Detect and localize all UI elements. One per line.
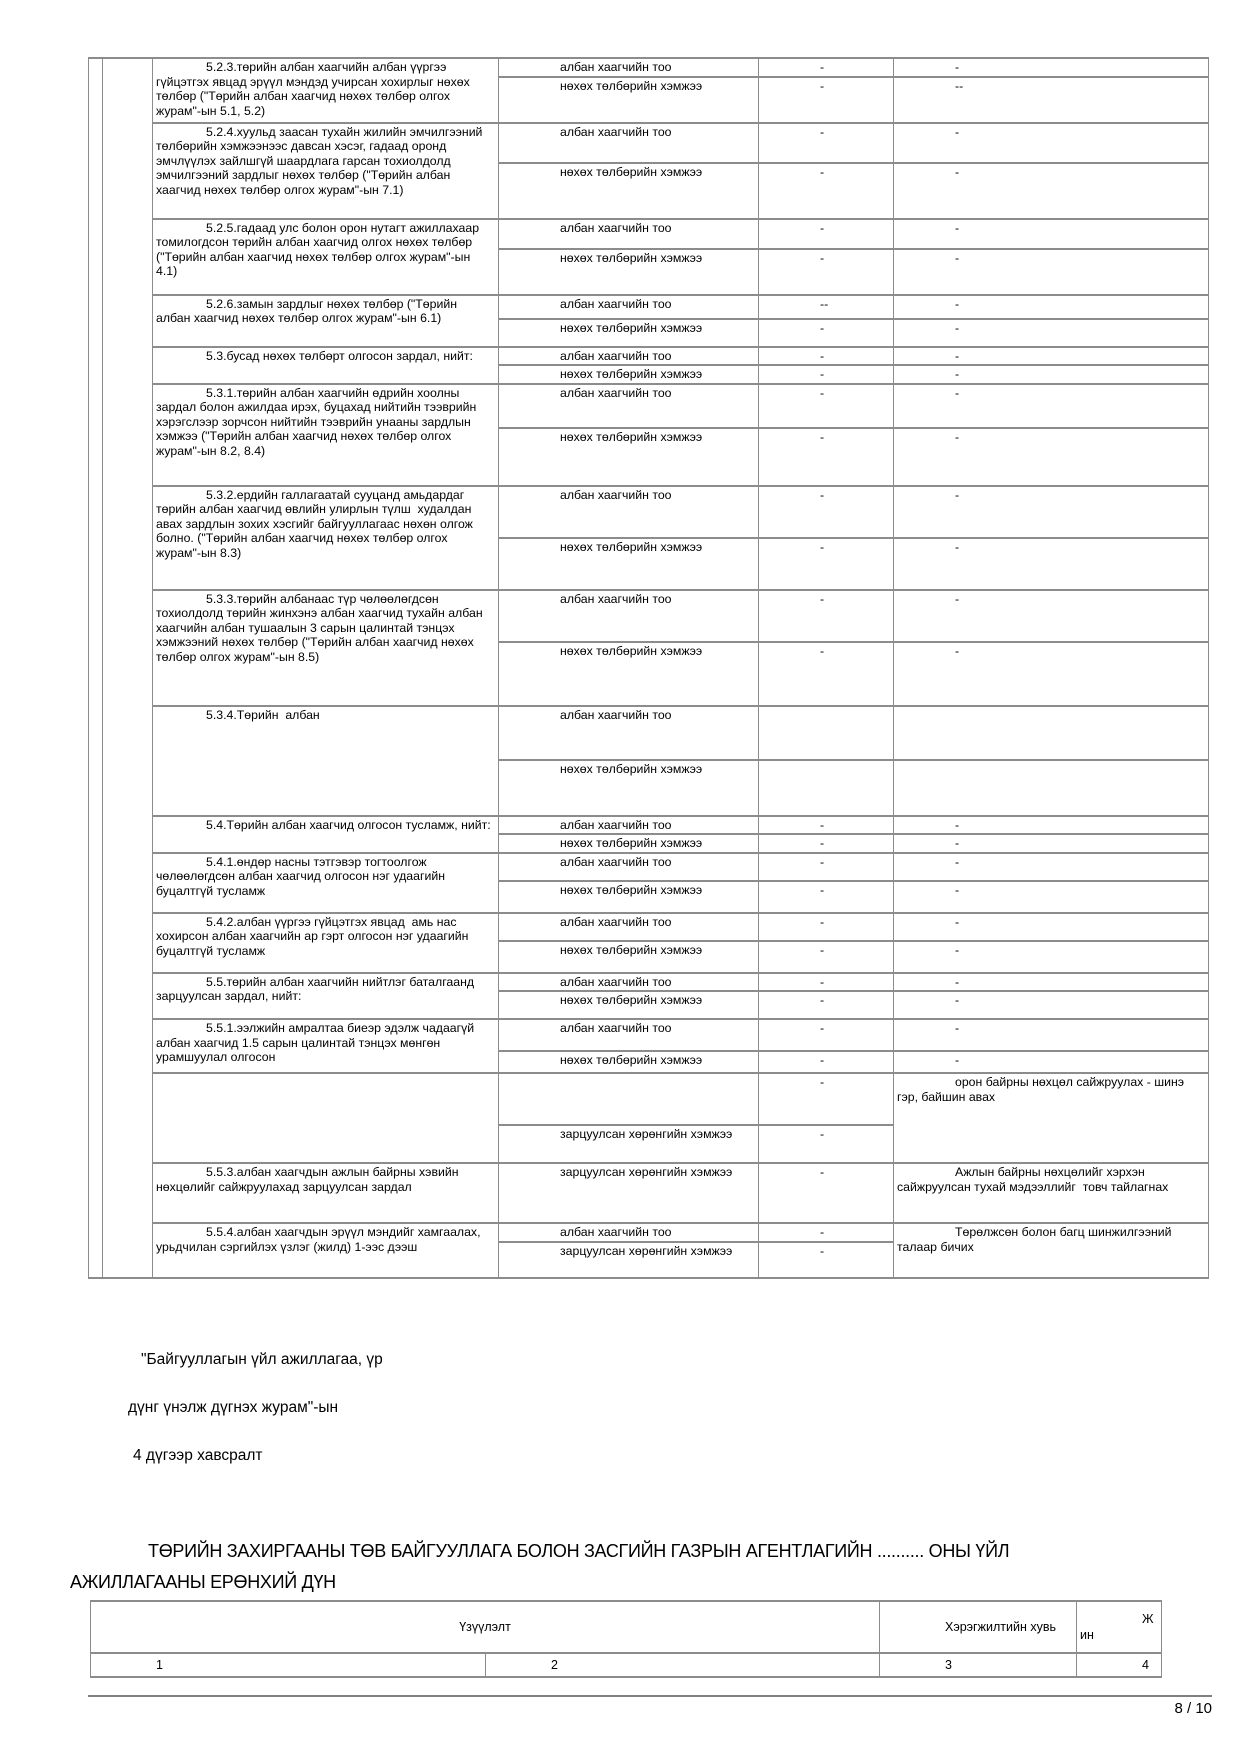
count-value: -	[759, 219, 894, 249]
count-value: -	[759, 941, 894, 973]
row-description: 5.5.1.ээлжийн амралтаа биеэр эдэлж чадаагүй албан хаагчид 1.5 сарын цалинтай тэнцэх мөнгөн урамшуулал олгосон	[153, 1019, 499, 1073]
numbering-column	[102, 57, 152, 1279]
appendix-note-line-2: дүнг үнэлж дүгнэх журам"-ын	[128, 1399, 339, 1416]
count-value: -	[759, 881, 894, 913]
metric-label: нөхөх төлбөрийн хэмжээ	[499, 834, 759, 853]
count-value: -	[759, 486, 894, 538]
row-description: 5.2.3.төрийн албан хаагчийн албан үүргээ гүйцэтгэх явцад эрүүл мэндэд учирсан хохирлыг нөхөх төлбөр ("Төрийн албан хаагчид нөхөх төлбөр олгох журам"-ын 5.1, 5.2)	[153, 58, 499, 123]
amount-value: -	[894, 384, 1209, 428]
row-description: 5.4.2.албан үүргээ гүйцэтгэх явцад амь нас хохирсон албан хаагчийн ар гэрт олгосон нэг удаагийн буцалтгүй тусламж	[153, 913, 499, 973]
row-description	[153, 1073, 499, 1163]
amount-value: -	[894, 1019, 1209, 1051]
amount-value: -	[894, 538, 1209, 590]
amount-value: -	[894, 881, 1209, 913]
note-cell: Төрөлжсөн болон багц шинжилгээний талаар бичих	[894, 1223, 1209, 1278]
metric-label: албан хаагчийн тоо	[499, 816, 759, 835]
count-value: -	[759, 1073, 894, 1125]
note-cell: Ажлын байрны нөхцөлийг хэрхэн сайжруулсан тухай мэдээллийг товч тайлагнах	[894, 1163, 1209, 1223]
metric-label: албан хаагчийн тоо	[499, 1223, 759, 1242]
summary-table	[90, 1600, 1162, 1678]
count-value: -	[759, 1163, 894, 1223]
column-number-2: 2	[486, 1653, 880, 1677]
metric-label: нөхөх төлбөрийн хэмжээ	[499, 249, 759, 295]
amount-value: -	[894, 973, 1209, 992]
appendix-note-line-1: "Байгууллагын үйл ажиллагаа, үр	[141, 1351, 383, 1368]
metric-label: албан хаагчийн тоо	[499, 384, 759, 428]
metric-label: нөхөх төлбөрийн хэмжээ	[499, 163, 759, 219]
amount-value: -	[894, 1051, 1209, 1073]
row-description: 5.5.4.албан хаагчдын эрүүл мэндийг хамгаалах, урьдчилан сэргийлэх үзлэг (жилд) 1-ээс дээш	[153, 1223, 499, 1278]
amount-value: -	[894, 913, 1209, 941]
column-number-1: 1	[91, 1653, 486, 1677]
amount-value: -	[894, 853, 1209, 881]
row-description: 5.2.4.хуульд заасан тухайн жилийн эмчилгээний төлбөрийн хэмжээнээс давсан хэсэг, гадаад оронд эмчлүүлэх зайлшгүй шаардлага гарсан тохиолдолд эмчилгээний зардлыг нөхөх төлбөр ("Төрийн албан хаагчид нөхөх төлбөр олгох журам"-ын 7.1)	[153, 123, 499, 219]
count-value: -	[759, 365, 894, 384]
metric-label: нөхөх төлбөрийн хэмжээ	[499, 881, 759, 913]
count-value: -	[759, 1051, 894, 1073]
row-description: 5.3.1.төрийн албан хаагчийн өдрийн хоолны зардал болон ажилдаа ирэх, буцахад нийтийн тээврийн хэрэгслээр зорчсон нийтийн тээврийн унааны зардлын хэмжээ ("Төрийн албан хаагчид нөхөх төлбөр олгох журам"-ын 8.2, 8.4)	[153, 384, 499, 486]
metric-label: нөхөх төлбөрийн хэмжээ	[499, 77, 759, 123]
metric-label: албан хаагчийн тоо	[499, 1019, 759, 1051]
row-description: 5.4.1.өндөр насны тэтгэвэр тогтоолгож чөлөөлөгдсөн албан хаагчид олгосон нэг удаагийн буцалтгүй тусламж	[153, 853, 499, 913]
amount-value: -	[894, 219, 1209, 249]
count-value: -	[759, 428, 894, 486]
row-description: 5.2.6.замын зардлыг нөхөх төлбөр ("Төрийн албан хаагчид нөхөх төлбөр олгох журам"-ын 6.1)	[153, 295, 499, 347]
count-value	[759, 760, 894, 816]
count-value: -	[759, 77, 894, 123]
metric-label: нөхөх төлбөрийн хэмжээ	[499, 428, 759, 486]
count-value: --	[759, 295, 894, 319]
amount-value: -	[894, 347, 1209, 366]
compensation-table	[152, 57, 1209, 1279]
count-value: -	[759, 384, 894, 428]
metric-label: нөхөх төлбөрийн хэмжээ	[499, 941, 759, 973]
count-value	[759, 706, 894, 760]
row-description: 5.5.3.албан хаагчдын ажлын байрны хэвийн нөхцөлийг сайжруулахад зарцуулсан зардал	[153, 1163, 499, 1223]
column-number-3: 3	[880, 1653, 1077, 1677]
metric-label: албан хаагчийн тоо	[499, 58, 759, 77]
count-value: -	[759, 163, 894, 219]
amount-value: -	[894, 941, 1209, 973]
note-cell: орон байрны нөхцөл сайжруулах - шинэ гэр, байшин авах	[894, 1073, 1209, 1163]
count-value: -	[759, 1223, 894, 1242]
row-description: 5.2.5.гадаад улс болон орон нутагт ажиллахаар томилогдсон төрийн албан хаагчид олгох нөхөх төлбөр ("Төрийн албан хаагчид нөхөх төлбөр олгох журам"-ын 4.1)	[153, 219, 499, 295]
count-value: -	[759, 913, 894, 941]
metric-label	[499, 1073, 759, 1125]
metric-label: нөхөх төлбөрийн хэмжээ	[499, 365, 759, 384]
row-description: 5.3.4.Төрийн албан	[153, 706, 499, 816]
metric-label: нөхөх төлбөрийн хэмжээ	[499, 319, 759, 347]
amount-value: -	[894, 816, 1209, 835]
appendix-note-line-3: 4 дүгээр хавсралт	[133, 1447, 263, 1464]
amount-value: -	[894, 365, 1209, 384]
count-value: -	[759, 538, 894, 590]
metric-label: албан хаагчийн тоо	[499, 853, 759, 881]
metric-label: албан хаагчийн тоо	[499, 295, 759, 319]
metric-label: албан хаагчийн тоо	[499, 123, 759, 163]
left-margin-column	[88, 57, 102, 1279]
indicator-header-cell: Үзүүлэлт	[91, 1601, 880, 1653]
amount-value: -	[894, 58, 1209, 77]
metric-label: нөхөх төлбөрийн хэмжээ	[499, 642, 759, 706]
metric-label: албан хаагчийн тоо	[499, 973, 759, 992]
row-description: 5.3.3.төрийн албанаас түр чөлөөлөгдсөн тохиолдолд төрийн жинхэнэ албан хаагчид тухайн албан хаагчийн албан тушаалын 3 сарын цалинтай тэнцэх хэмжээний нөхөх төлбөр ("Төрийн албан хаагчид нөхөх төлбөр олгох журам"-ын 8.5)	[153, 590, 499, 706]
amount-value: -	[894, 834, 1209, 853]
count-value: -	[759, 58, 894, 77]
amount-value: -	[894, 249, 1209, 295]
amount-value: -	[894, 590, 1209, 642]
amount-value: -	[894, 319, 1209, 347]
metric-label: нөхөх төлбөрийн хэмжээ	[499, 991, 759, 1019]
metric-label: албан хаагчийн тоо	[499, 486, 759, 538]
amount-value: -	[894, 991, 1209, 1019]
row-description: 5.5.төрийн албан хаагчийн нийтлэг баталгаанд зарцуулсан зардал, нийт:	[153, 973, 499, 1020]
count-value: -	[759, 123, 894, 163]
count-value: -	[759, 319, 894, 347]
metric-label: албан хаагчийн тоо	[499, 347, 759, 366]
weight-header-cell: Ж ин	[1077, 1601, 1162, 1653]
amount-value	[894, 760, 1209, 816]
page-number: 8 / 10	[1174, 1700, 1212, 1717]
appendix-note	[128, 1350, 588, 1494]
amount-value: -	[894, 486, 1209, 538]
count-value: -	[759, 642, 894, 706]
amount-value: -	[894, 428, 1209, 486]
count-value: -	[759, 1125, 894, 1163]
amount-value: -	[894, 642, 1209, 706]
amount-value: -	[894, 163, 1209, 219]
amount-value: -	[894, 123, 1209, 163]
metric-label: зарцуулсан хөрөнгийн хэмжээ	[499, 1242, 759, 1278]
count-value: -	[759, 816, 894, 835]
count-value: -	[759, 1019, 894, 1051]
amount-value: -	[894, 295, 1209, 319]
main-table-region	[88, 57, 1209, 1279]
metric-label: албан хаагчийн тоо	[499, 219, 759, 249]
metric-label: албан хаагчийн тоо	[499, 706, 759, 760]
count-value: -	[759, 249, 894, 295]
count-value: -	[759, 991, 894, 1019]
row-description: 5.4.Төрийн албан хаагчид олгосон тусламж, нийт:	[153, 816, 499, 853]
metric-label: албан хаагчийн тоо	[499, 590, 759, 642]
metric-label: зарцуулсан хөрөнгийн хэмжээ	[499, 1125, 759, 1163]
count-value: -	[759, 590, 894, 642]
row-description: 5.3.2.ердийн галлагаатай сууцанд амьдардаг төрийн албан хаагчид өвлийн улирлын түлш худалдан авах зардлын зохих хэсгийг байгууллагаас нөхөн олгож болно. ("Төрийн албан хаагчид нөхөх төлбөр олгох журам"-ын 8.3)	[153, 486, 499, 590]
amount-value: --	[894, 77, 1209, 123]
count-value: -	[759, 973, 894, 992]
footer-divider	[88, 1695, 1212, 1697]
metric-label: нөхөх төлбөрийн хэмжээ	[499, 1051, 759, 1073]
implementation-header-cell: Хэрэгжилтийн хувь	[880, 1601, 1077, 1653]
count-value: -	[759, 347, 894, 366]
count-value: -	[759, 853, 894, 881]
metric-label: нөхөх төлбөрийн хэмжээ	[499, 760, 759, 816]
count-value: -	[759, 834, 894, 853]
metric-label: албан хаагчийн тоо	[499, 913, 759, 941]
document-heading: ТӨРИЙН ЗАХИРГААНЫ ТӨВ БАЙГУУЛЛАГА БОЛОН ЗАСГИЙН ГАЗРЫН АГЕНТЛАГИЙН .......... ОНЫ ҮЙЛ АЖИЛЛАГААНЫ ЕРӨНХИЙ ДҮН	[70, 1541, 1010, 1592]
amount-value	[894, 706, 1209, 760]
metric-label: нөхөх төлбөрийн хэмжээ	[499, 538, 759, 590]
column-number-4: 4	[1077, 1653, 1162, 1677]
count-value: -	[759, 1242, 894, 1278]
row-description: 5.3.бусад нөхөх төлбөрт олгосон зардал, нийт:	[153, 347, 499, 384]
metric-label: зарцуулсан хөрөнгийн хэмжээ	[499, 1163, 759, 1223]
